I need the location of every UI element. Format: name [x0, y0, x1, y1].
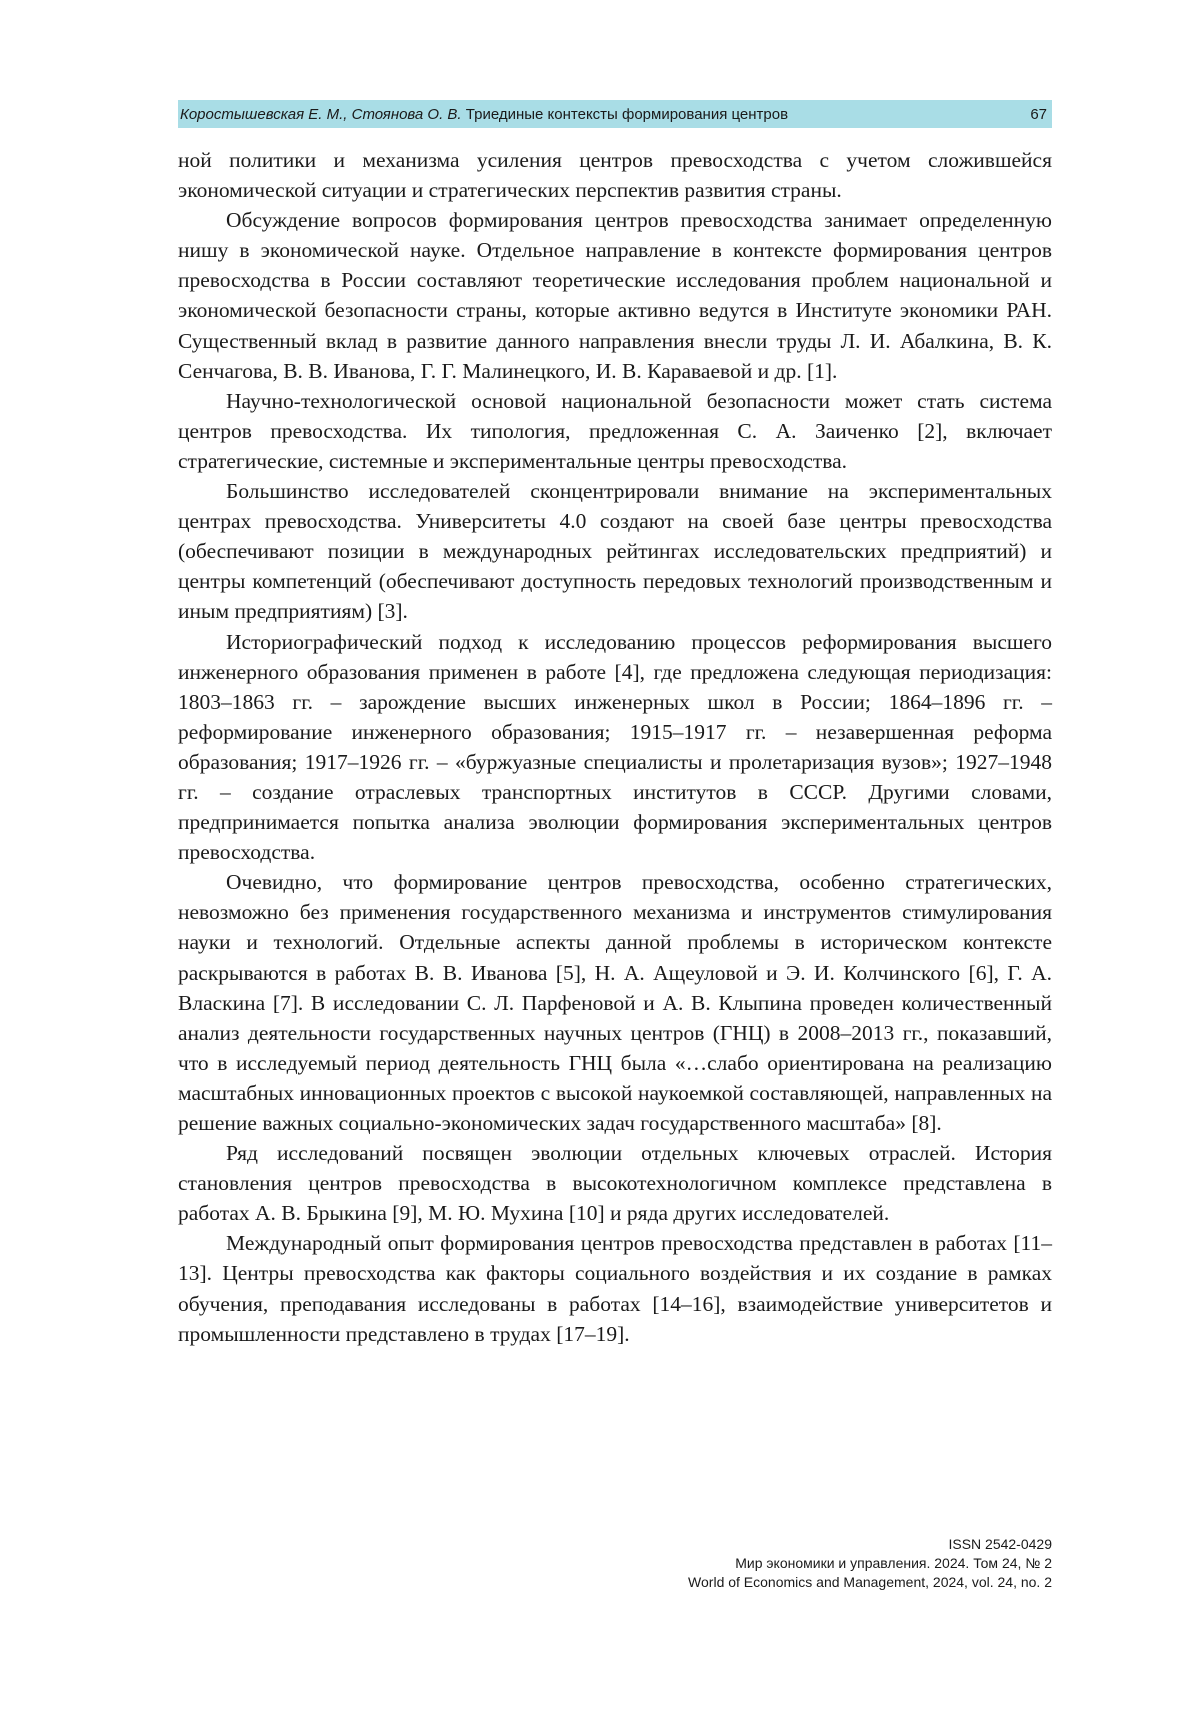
paragraph: Ряд исследований посвящен эволюции отдельных ключевых отраслей. История становления центров превосходства в высокотехнологичном комплексе представлена в работах А. В. Брыкина [9], М. Ю. Мухина [10] и ряда других исследователей.	[178, 1141, 1052, 1226]
issn: ISSN 2542-0429	[948, 1536, 1052, 1552]
paragraph: Историографический подход к исследованию процессов реформирования высшего инженерного образования применен в работе [4], где предложена следующая периодизация: 1803–1863 гг. – зарождение высших инженерных школ в России; 1864–1896 гг. – реформирование инженерного образования; 1915–1917 гг. – незавершенная реформа образования; 1917–1926 гг. – «буржуазные специалисты и пролетаризация вузов»; 1927–1948 гг. – создание отраслевых транспортных институтов в СССР. Другими словами, предпринимается попытка анализа эволюции формирования экспериментальных центров превосходства.	[178, 629, 1052, 865]
paragraph: Научно-технологической основой национальной безопасности может стать система центров превосходства. Их типология, предложенная С. А. Заиченко [2], включает стратегические, системные и экспериментальные центры превосходства.	[178, 388, 1052, 473]
paragraph-continued: ной политики и механизма усиления центров превосходства с учетом сложившейся экономической ситуации и стратегических перспектив развития страны.	[178, 148, 1052, 203]
running-header	[178, 100, 1052, 128]
paragraph: Международный опыт формирования центров превосходства представлен в работах [11–13]. Центры превосходства как факторы социального воздействия и их создание в рамках обучения, преподавания исследованы в работах [14–16], взаимодействие университетов и промышленности представлено в трудах [17–19].	[178, 1231, 1052, 1346]
running-header-text	[180, 106, 788, 123]
header-title: Триединые контексты формирования центров	[465, 105, 789, 123]
journal-citation-en: World of Economics and Management, 2024, vol. 24, no. 2	[688, 1574, 1052, 1590]
paragraph: Обсуждение вопросов формирования центров превосходства занимает определенную нишу в экономической науке. Отдельное направление в контексте формирования центров превосходства в России составляют теоретические исследования проблем национальной и экономической безопасности страны, которые активно ведутся в Институте экономики РАН. Существенный вклад в развитие данного направления внесли труды Л. И. Абалкина, В. К. Сенчагова, В. В. Иванова, Г. Г. Малинецкого, И. В. Караваевой и др. [1].	[178, 208, 1052, 383]
journal-footer	[688, 1535, 1052, 1592]
page-number: 67	[1030, 105, 1047, 123]
header-authors: Коростышевская Е. М., Стоянова О. В.	[180, 105, 462, 123]
article-body	[178, 145, 1052, 1349]
paragraph: Большинство исследователей сконцентрировали внимание на экспериментальных центрах превосходства. Университеты 4.0 создают на своей базе центры превосходства (обеспечивают позиции в международных рейтингах исследовательских предприятий) и центры компетенций (обеспечивают доступность передовых технологий производственным и иным предприятиям) [3].	[178, 479, 1052, 624]
paragraph: Очевидно, что формирование центров превосходства, особенно стратегических, невозможно без применения государственного механизма и инструментов стимулирования науки и технологий. Отдельные аспекты данной проблемы в историческом контексте раскрываются в работах В. В. Иванова [5], Н. А. Ащеуловой и Э. И. Колчинского [6], Г. А. Власкина [7]. В исследовании С. Л. Парфеновой и А. В. Клыпина проведен количественный анализ деятельности государственных научных центров (ГНЦ) в 2008–2013 гг., показавший, что в исследуемый период деятельность ГНЦ была «…слабо ориентирована на реализацию масштабных инновационных проектов с высокой наукоемкой составляющей, направленных на решение важных социально-экономических задач государственного масштаба» [8].	[178, 870, 1052, 1135]
journal-citation-ru: Мир экономики и управления. 2024. Том 24, № 2	[735, 1555, 1052, 1571]
